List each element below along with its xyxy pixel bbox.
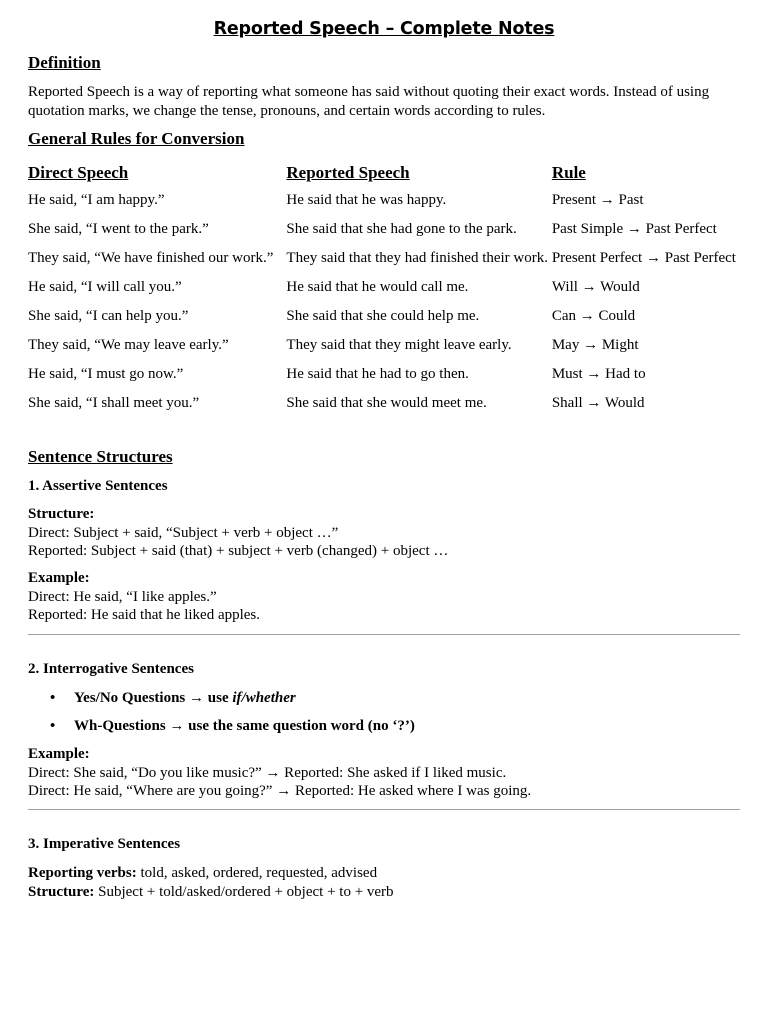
general-rules-heading: General Rules for Conversion: [28, 129, 245, 148]
interrogative-example-block: [28, 745, 531, 801]
conversion-rules-table: [28, 159, 740, 418]
table-row: [28, 360, 740, 389]
imperative-structure-text: Subject + told/asked/ordered + object + to + verb: [94, 883, 394, 900]
reported-speech-cell: He said that he was happy.: [286, 192, 447, 208]
rule-cell: Must → Had to: [551, 366, 646, 382]
direct-speech-cell: He said, “I am happy.”: [28, 192, 165, 208]
reporting-verbs-text: told, asked, ordered, requested, advised: [136, 865, 378, 881]
assertive-heading: 1. Assertive Sentences: [28, 478, 168, 494]
interrogative-heading: 2. Interrogative Sentences: [28, 661, 194, 677]
yes-no-question-rule: Yes/No Questions → use: [74, 690, 233, 706]
imperative-structure-label: Structure:: [28, 883, 95, 900]
column-header-reported: Reported Speech: [286, 162, 410, 182]
definition-text: Reported Speech is a way of reporting what someone has said without quoting their exact words. Instead of using quotation marks, we change the tense, pronouns, and certain words according to rules.: [28, 84, 710, 119]
assertive-example-block: [28, 569, 260, 625]
reporting-verbs-label: Reporting verbs:: [28, 865, 137, 881]
rule-cell: Present Perfect → Past Perfect: [551, 250, 736, 266]
sentence-structures-heading: Sentence Structures: [28, 447, 173, 466]
direct-speech-cell: They said, “We have finished our work.”: [28, 250, 274, 266]
reporting-verbs-line: [28, 864, 394, 883]
document-title: Reported Speech – Complete Notes: [213, 19, 555, 39]
if-whether-text: if/whether: [232, 690, 296, 706]
table-row: [28, 389, 740, 418]
list-item: [28, 689, 415, 717]
direct-speech-cell: He said, “I must go now.”: [28, 366, 184, 382]
column-header-direct: Direct Speech: [28, 162, 129, 182]
assertive-structure-label: Structure:: [28, 506, 95, 522]
rule-cell: May → Might: [551, 337, 639, 353]
table-row: [28, 273, 740, 302]
table-row: [28, 186, 740, 215]
assertive-example-reported: Reported: He said that he liked apples.: [28, 607, 261, 623]
direct-speech-cell: She said, “I shall meet you.”: [28, 395, 200, 411]
table-row: [28, 244, 740, 273]
reported-speech-cell: He said that he had to go then.: [286, 366, 469, 382]
assertive-structure-reported: Reported: Subject + said (that) + subject + verb (changed) + object …: [28, 543, 449, 559]
reported-speech-cell: She said that she could help me.: [286, 308, 480, 324]
bullet-icon: •: [50, 718, 56, 734]
assertive-example-label: Example:: [28, 570, 90, 586]
table-header-row: [28, 159, 740, 186]
rule-cell: Past Simple → Past Perfect: [551, 221, 717, 237]
bullet-icon: •: [50, 690, 56, 706]
interrogative-bullets: [28, 689, 415, 745]
assertive-structure-block: [28, 505, 448, 561]
rule-cell: Will → Would: [551, 279, 640, 295]
table-row: [28, 302, 740, 331]
table-row: [28, 215, 740, 244]
interrogative-example-1: Direct: She said, “Do you like music?” → Reported: She asked if I liked music.: [28, 764, 507, 781]
interrogative-example-2: Direct: He said, “Where are you going?” → Reported: He asked where I was going.: [28, 783, 532, 799]
section-divider: [28, 809, 740, 810]
reported-speech-cell: They said that they might leave early.: [286, 337, 512, 353]
reported-speech-cell: He said that he would call me.: [286, 279, 469, 295]
assertive-example-direct: Direct: He said, “I like apples.”: [28, 588, 217, 605]
list-item: [28, 717, 415, 745]
imperative-heading: 3. Imperative Sentences: [28, 836, 181, 852]
table-row: [28, 331, 740, 360]
assertive-structure-direct: Direct: Subject + said, “Subject + verb + object …”: [28, 524, 339, 541]
section-divider: [28, 634, 740, 635]
column-header-rule: Rule: [551, 162, 586, 182]
imperative-structure-line: [28, 883, 394, 902]
reported-speech-cell: She said that she had gone to the park.: [286, 221, 517, 237]
reported-speech-cell: They said that they had finished their work.: [286, 250, 549, 266]
interrogative-example-label: Example:: [28, 746, 90, 762]
rule-cell: Can → Could: [551, 308, 636, 324]
imperative-block: [28, 864, 394, 901]
direct-speech-cell: He said, “I will call you.”: [28, 279, 182, 295]
definition-heading: Definition: [28, 53, 101, 72]
direct-speech-cell: They said, “We may leave early.”: [28, 337, 229, 353]
direct-speech-cell: She said, “I can help you.”: [28, 308, 189, 324]
wh-question-rule: Wh-Questions → use the same question word (no ‘?’): [74, 718, 415, 734]
rule-cell: Present → Past: [551, 192, 644, 208]
direct-speech-cell: She said, “I went to the park.”: [28, 221, 209, 237]
reported-speech-cell: She said that she would meet me.: [286, 395, 487, 411]
rule-cell: Shall → Would: [551, 395, 645, 411]
